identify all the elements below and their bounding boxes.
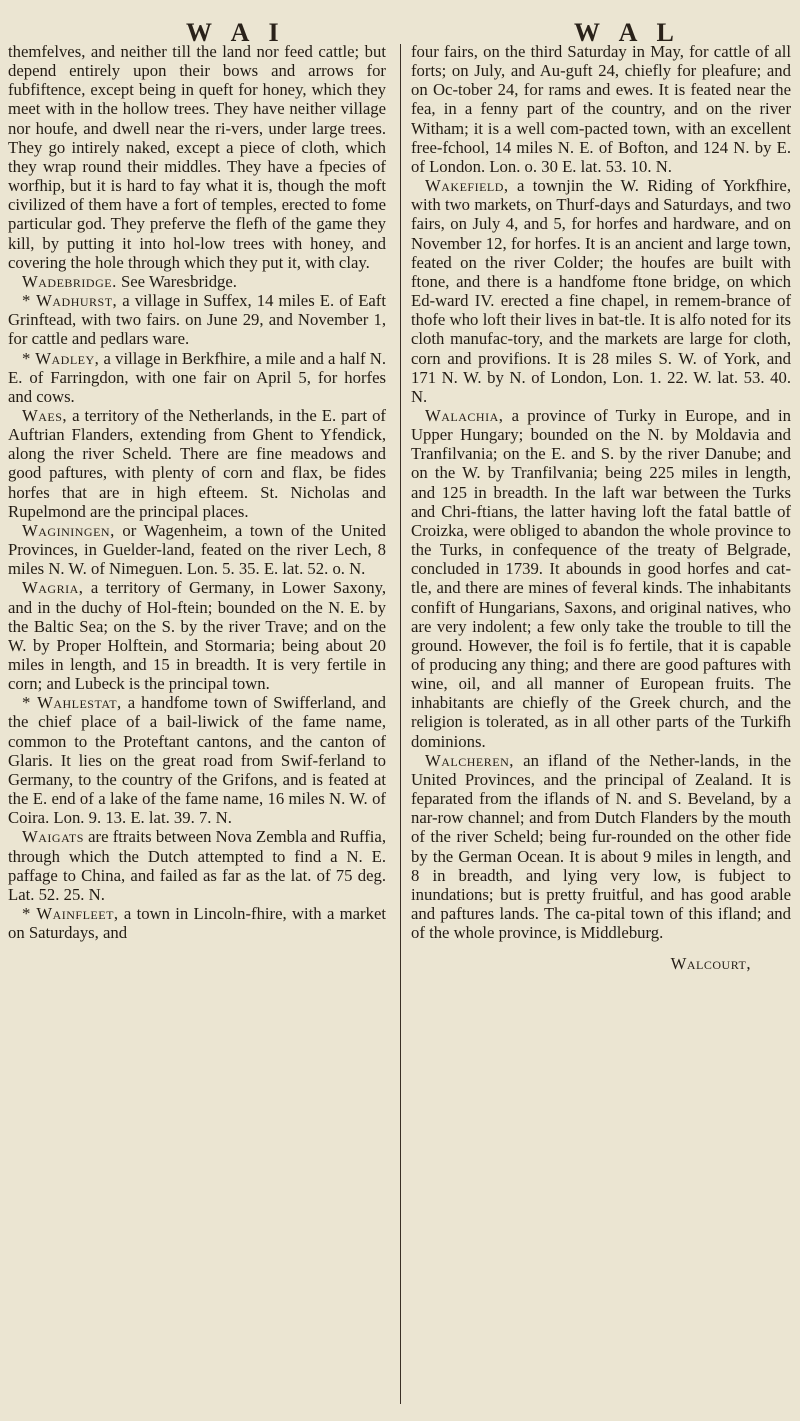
catchword [411,954,791,973]
entry-text: a handfome town of Swifferland, and the chief place of a bail-liwick of the fame name, common to the Proteftant cantons, and the canton of Glaris. It lies on the great road from Swif-ferland to Germany, to the country of the Grifons, and is feated at the E. end of a lake of the fame name, 16 miles N. W. of Coira. Lon. 9. 13. E. lat. 39. 7. N. [8,693,386,828]
entry-paragraph [8,406,386,521]
entry-paragraph [411,751,791,943]
header-left: W A I [186,18,286,47]
left-column [8,42,386,942]
entry-paragraph [8,904,386,942]
entry-headword: Waginingen, [22,520,115,540]
entry-headword: * Wainfleet, [22,904,119,924]
entry-text: a province of Turky in Europe, and in Upper Hungary; bounded on the N. by Moldavia and Tranfilvania; on the E. and S. by the river Danube; and on the W. by Tranfilvania; being 225 miles in length, and 125 in breadth. In the laft war between the Turks and Chri-ftians, the latter having loft the fatal battle of Croizka, were obliged to abandon the whole province to the Turks, in confequence of the treaty of Belgrade, concluded in 1739. It abounds in good horfes and cat-tle, and there are mines of feveral kinds. The inhabitants confift of Hungarians, Saxons, and original natives, who are very indolent; a few only take the trouble to till the ground. However, the foil is fo fertile, that it is capable of producing any thing; and there are good paftures with wine, oil, and all manner of European fruits. The inhabitants are chiefly of the Greek church, and the religion is tolerated, as in all other parts of the Turkifh dominions. [411,405,791,751]
entry-paragraph [8,42,386,272]
catchword-text: Walcourt, [670,954,751,974]
entry-headword: Wakefield, [425,176,509,196]
entry-text: or Wagenheim, a town of the United Provinces, in Guelder-land, feated on the river Lech, 8 miles N. W. of Nimeguen. Lon. 5. 35. E. lat. 52. o. N. [8,520,386,579]
entry-text: an ifland of the Nether-lands, in the United Provinces, and the principal of Zealand. It is feparated from the iflands of N. and S. Beveland, by a nar-row channel; and from Dutch Flanders by the mouth of the river Scheld; being fur-rounded on the other fide by the German Ocean. It is about 9 miles in length, and 8 in breadth, and lying very low, is fubject to inundations; but is pretty fruitful, and has good arable and paftures lands. The ca-pital town of this ifland; and of the whole province, is Middleburg. [411,750,791,943]
entry-paragraph [411,42,791,176]
entry-text: a town in Lincoln-fhire, with a market on Saturdays, and [8,904,386,943]
entry-paragraph [411,176,791,406]
entry-text: a village in Berkfhire, a mile and a half N. E. of Farringdon, with one fair on April 5, for horfes and cows. [8,348,386,406]
entry-text: a territory of Germany, in Lower Saxony, and in the duchy of Hol-ftein; bounded on the N. E. by the Baltic Sea; on the S. by the river Trave; and on the W. by Proper Holftein, and Stormaria; being about 20 miles in length, and 15 in breadth. It is very fertile in corn; and Lubeck is the principal town. [8,578,386,694]
entry-text: a territory of the Netherlands, in the E. part of Auftrian Flanders, extending from Ghent to Yfendick, along the river Scheld. There are fine meadows and good paftures, with plenty of corn and flax, be fides horfes that are in high efteem. St. Nicholas and Rupelmond are the principal places. [8,405,386,521]
entry-headword: * Wahlestat, [22,693,122,713]
entry-headword: Walachia, [425,405,504,425]
entry-text: a townjin the W. Riding of Yorkfhire, with two markets, on Thurf-days and Saturdays, and two fairs, on July 4, and 5, for horfes and hardware, and on November 12, for horfes. It is an ancient and large town, feated on the river Colder; the houfes are built with ftone, and there is a handfome ftone bridge, on which Ed-ward IV. erected a fine chapel, in remem-brance of thofe who loft their lives in bat-tle. It is alfo noted for its cloth manufac-tory, and the markets are large for cloth, corn and provifions. It is 28 miles S. W. of York, and 171 N. W. by N. of London, Lon. 1. 22. W. lat. 53. 40. N. [411,176,791,406]
entry-paragraph [8,578,386,693]
entry-headword: Wadebridge. [22,271,117,291]
entry-paragraph [8,291,386,348]
entry-paragraph [8,272,386,291]
entry-text: See Waresbridge. [116,271,237,291]
entry-paragraph [411,406,791,751]
entry-headword: Waigats [22,827,84,847]
entry-text: four fairs, on the third Saturday in May, for cattle of all forts; on July, and Au-guft 24, chiefly for pleafure; and on Oc-tober 24, for rams and ewes. It is feated near the fea, in a fenny part of the country, and on the river Witham; it is a well com-pacted town, with an excellent free-fchool, 14 miles N. E. of Bofton, and 124 N. by E. of London. Lon. o. 30 E. lat. 53. 10. N. [411,42,791,176]
entry-headword: * Wadhurst, [22,291,118,311]
entry-text: a village in Suffex, 14 miles E. of Eaft Grinftead, with two fairs. on June 29, and November 1, for cattle and pedlars ware. [8,291,386,349]
entry-headword: Wagria, [22,578,84,598]
entry-paragraph [8,827,386,904]
entry-text: themfelves, and neither till the land nor feed cattle; but depend entirely upon their bows and arrows for fubfiftence, except being in queft for honey, which they meet with in the hollow trees. They have neither village nor houfe, and dwell near the ri-vers, under large trees. They go intirely naked, except a piece of cloth, which they wrap round their middles. They have a fpecies of worfhip, but it is hard to fay what it is, though the moft civilized of them have a fort of temples, erected to fome particular god. They preferve the flefh of the game they kill, by putting it into hol-low trees with honey, and covering the hole through which they put it, with clay. [8,42,386,272]
entry-paragraph [8,349,386,406]
entry-headword: Waes, [22,405,68,425]
entry-headword: Walcheren, [425,750,514,770]
entry-paragraph [8,693,386,827]
header-right: W A L [574,18,681,47]
entry-headword: * Wadley, [22,348,100,368]
right-column [411,42,791,974]
entry-text: are ftraits between Nova Zembla and Ruffia, through which the Dutch attempted to find a N. E. paffage to China, and failed as far as the lat. of 75 deg. Lat. 52. 25. N. [8,827,386,904]
entry-paragraph [8,521,386,578]
column-divider [400,44,401,1404]
